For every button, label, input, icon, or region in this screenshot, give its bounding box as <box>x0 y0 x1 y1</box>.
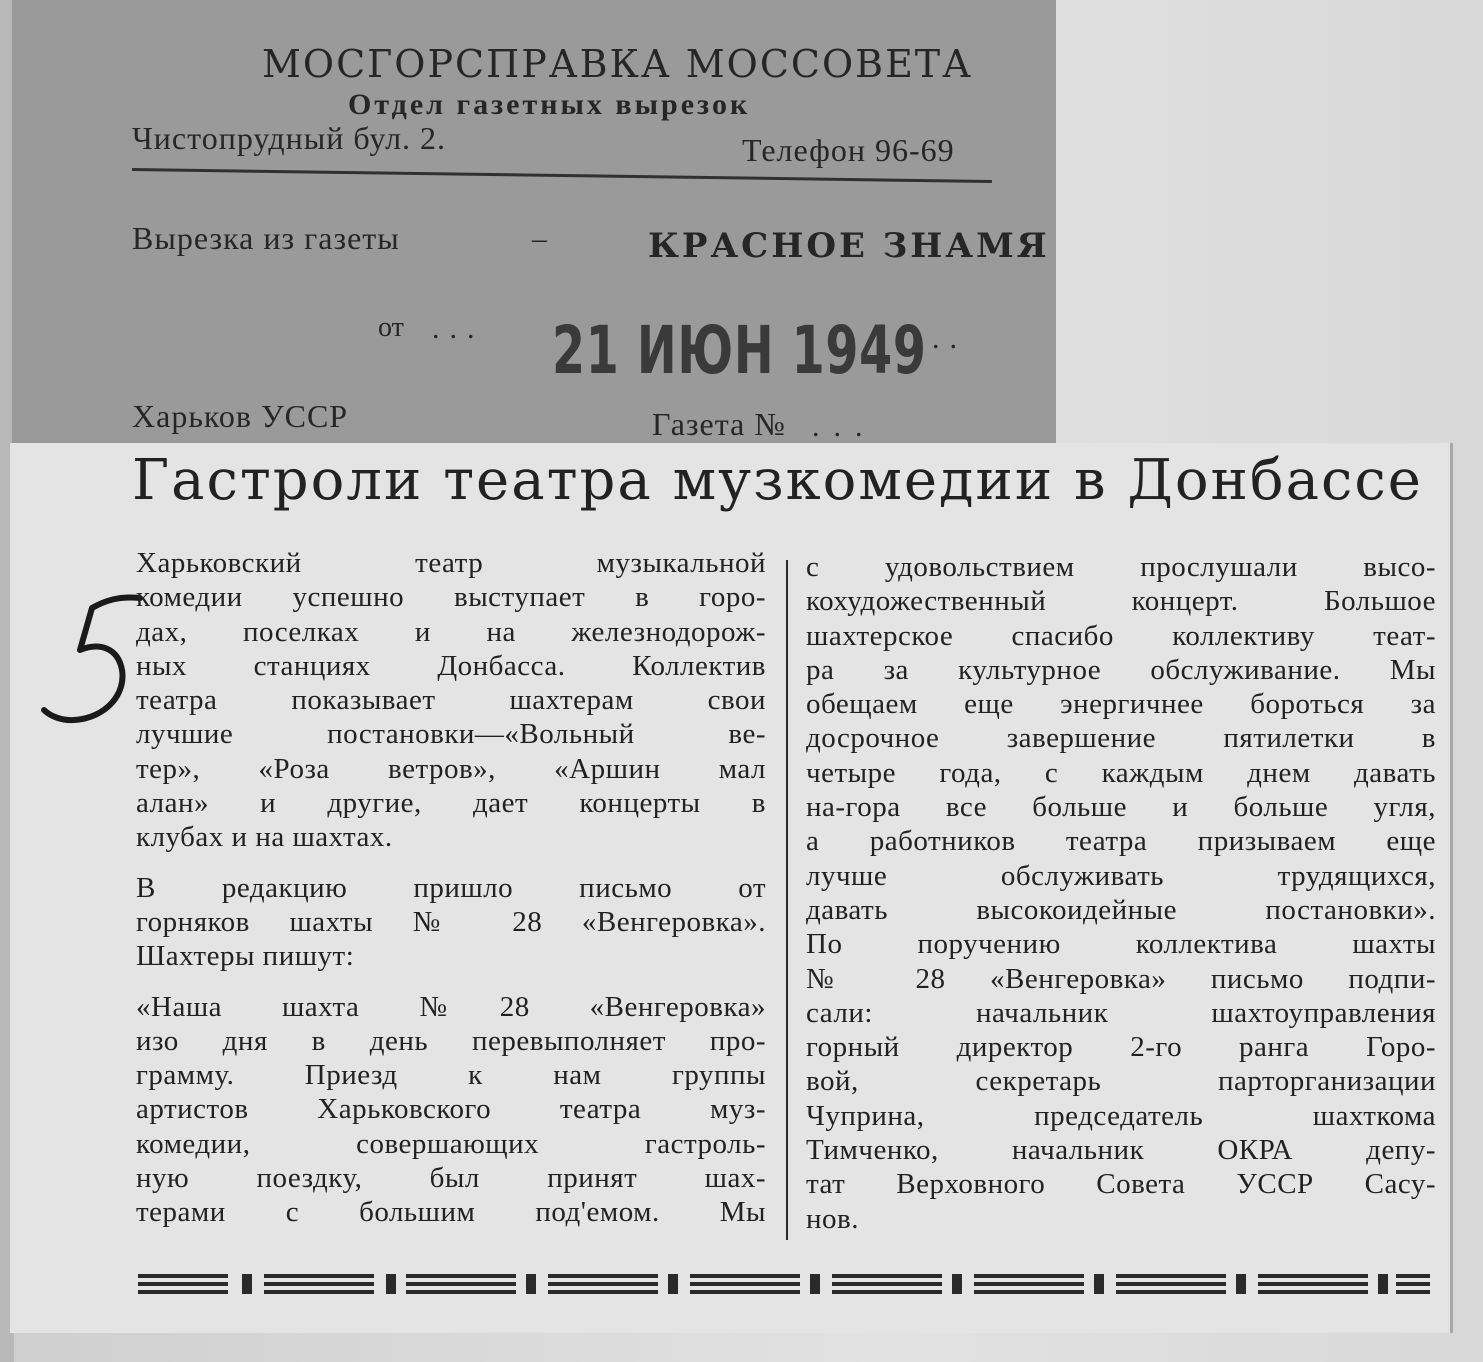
handwritten-number-mark <box>40 590 150 730</box>
phone: Телефон 96-69 <box>742 132 955 168</box>
newspaper-name: КРАСНОЕ ЗНАМЯ <box>648 226 1050 266</box>
column-divider <box>786 560 788 1240</box>
paragraph-2: В редакцию пришло письмо от горняков шахты № 28 «Венгеровка». <box>136 871 766 938</box>
paragraph-4: с удовольствием прослушали высо- кохудожественный концерт. Большое шахтерское спасибо коллективу теат- ра за культурное обслуживание. Мы обещаем еще энергичнее бороться за досрочное завершение пятилетки в четыре года, с каждым днем давать на-гора все больше и больше угля, а работников театра призываем еще лучше обслуживать трудящихся, давать высокоидейные постановки». По поручению коллектива шахты № 28 «Венгеровка» письмо подпи- сали: начальник шахтоуправления горный директор 2-го ранга Горо- вой, секретарь парторганизации Чуприна, председатель шахткома Тимченко, начальник ОКРА депу- тат Верховного Совета УССР Сасу- <box>806 551 1436 1201</box>
paragraph-1-end: клубах и на шахтах. <box>136 821 393 854</box>
paragraph-3: «Наша шахта №28 «Венгеровка» изо дня в день перевыполняет про- грамму. Приезд к нам группы артистов Харьковского театра муз- комедии, совершающих гастроль- ную поездку, был принят шах- терами с большим под'емом. Мы <box>136 990 766 1229</box>
decorative-footer-rule <box>138 1270 1430 1300</box>
from-label: от <box>378 312 404 343</box>
gazette-number-dots: ... <box>812 410 877 443</box>
clipping-bureau-card <box>12 0 1056 455</box>
date-stamp: 21 ИЮН 1949 <box>552 312 927 389</box>
city: Харьков УССР <box>132 398 349 434</box>
paragraph-4-end: нов. <box>806 1202 859 1235</box>
paragraph-1-line: алан» и другие, дает концерты в <box>136 787 766 820</box>
organization-name: МОСГОРСПРАВКА МОССОВЕТА <box>262 42 973 86</box>
article-headline: Гастроли театра музкомедии в Донбассе <box>132 448 1423 513</box>
paragraph-1: Харьковский театр музыкальной комедии успешно выступает в горо- дах, поселках и на железнодорож- ных станциях Донбасса. Коллектив театра показывает шахтерам свои лучшие постановки—«Вольный ве- тер», «Роза ветров», «Аршин мал <box>136 547 766 785</box>
header-divider <box>132 168 992 183</box>
gazette-label: Газета № <box>652 406 786 442</box>
department-name: Отдел газетных вырезок <box>348 88 751 121</box>
dots-after-date: .. <box>932 322 967 355</box>
paragraph-2-end: Шахтеры пишут: <box>136 940 355 973</box>
article-left-column <box>136 546 766 1230</box>
dash-mark: – <box>532 222 547 255</box>
article-right-column <box>806 550 1436 1236</box>
clipping-label: Вырезка из газеты <box>132 220 400 256</box>
address: Чистопрудный бул. 2. <box>132 120 447 156</box>
dots-before-date: ... <box>432 312 485 345</box>
